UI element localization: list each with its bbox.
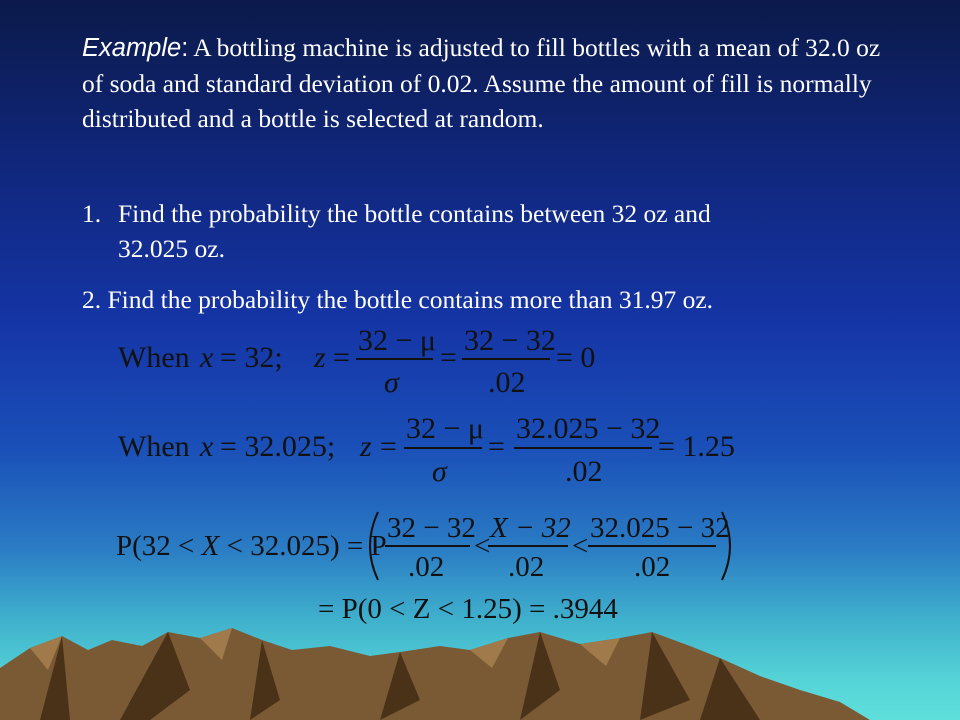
eq1-equals-2: = [440,341,457,374]
question-2: 2. Find the probability the bottle contains more than 31.97 oz. [82,285,714,314]
eq3-lt-2: < [572,530,589,562]
eq2-num-1: 32 − μ [406,412,485,445]
eq2-z: z [360,430,372,463]
eq1-num-2: 32 − 32 [464,324,556,357]
eq1-num-1: 32 − μ [358,324,437,357]
question-1-line1: Find the probability the bottle contains between 32 oz and [118,199,711,228]
example-label: Example [82,34,182,62]
question-1-number: 1. [82,199,102,228]
eq1-den-2: .02 [488,366,526,399]
question-1-line2: 32.025 oz. [118,234,225,263]
eq2-equals-2: = [488,430,505,463]
equation-3 [116,512,730,625]
eq1-result: = 0 [556,341,596,374]
eq2-value: = 32.025; [220,430,336,463]
eq3-line2: = P(0 < Z < 1.25) = .3944 [318,593,618,625]
eq2-den-1: σ [432,455,447,488]
equation-2 [118,412,735,488]
eq3-lt-1: < [474,530,491,562]
example-colon: : [181,34,189,62]
eq3-frac2-num: X − 32 [490,512,571,544]
eq2-den-2: .02 [565,455,603,488]
eq2-result: = 1.25 [658,430,735,463]
eq3-frac1-num: 32 − 32 [387,512,476,544]
eq2-x: x [200,430,214,463]
example-text: A bottling machine is adjusted to fill bottles with a mean of 32.0 oz of soda and standard deviation of 0.02. Assume the amount of fill is normally distributed and a bottle is selected at random. [82,33,881,133]
eq1-x: x [200,341,214,374]
eq1-den-1: σ [384,366,399,399]
eq2-equals-1: = [380,430,397,463]
eq3-frac1-den: .02 [408,551,445,583]
eq3-lhs-start: P(32 < X < 32.025) = P [116,530,387,562]
eq2-num-2: 32.025 − 32 [516,412,661,445]
eq3-frac2-den: .02 [508,551,545,583]
eq1-value: = 32; [220,341,283,374]
equation-1 [118,324,595,399]
eq1-equals-1: = [333,341,350,374]
eq1-z: z [314,341,326,374]
eq1-when: When [118,341,190,374]
eq3-frac3-den: .02 [634,551,671,583]
eq2-when: When [118,430,190,463]
eq3-frac3-num: 32.025 − 32 [590,512,730,544]
